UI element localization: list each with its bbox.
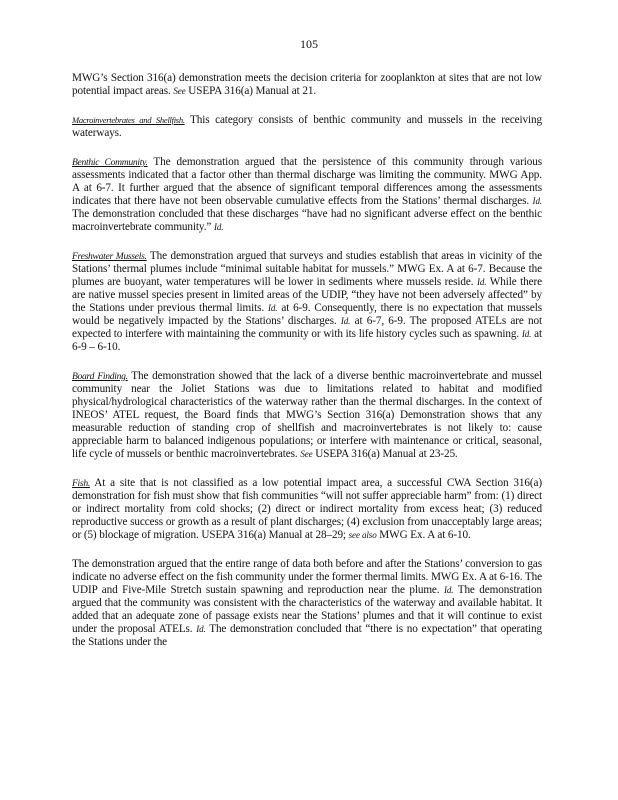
- paragraph-macroinvertebrates: Macroinvertebrates and Shellfish. This category consists of benthic community and mussels in the receiving waterways.: [72, 114, 542, 139]
- paragraph-zooplankton: MWG’s Section 316(a) demonstration meets the decision criteria for zooplankton at sites that are not low potential impact areas. See USEPA 316(a) Manual at 21.: [72, 72, 542, 97]
- section-heading-macroinvertebrates: Macroinvertebrates and Shellfish.: [72, 115, 185, 125]
- section-heading-mussels: Freshwater Mussels.: [72, 251, 147, 262]
- paragraph-board-finding: Board Finding. The demonstration showed that the lack of a diverse benthic macroinvertebrate and mussel community near the Joliet Stations was due to limitations related to habitat and modified physical/hydrological characteristics of the waterway rather than the thermal discharges. In the context of INEOS’ ATEL request, the Board finds that MWG’s Section 316(a) Demonstration shows that any measurable reduction of standing crop of shellfish and macroinvertebrates is not likely to: cause appreciable harm to balanced indigenous populations; or interfere with maintenance or critical, seasonal, life cycle of mussels or benthic macroinvertebrates. See USEPA 316(a) Manual at 23-25.: [72, 370, 542, 460]
- paragraph-fish: Fish. At a site that is not classified as a low potential impact area, a successful CWA Section 316(a) demonstration for fish must show that fish communities “will not suffer appreciable harm” from: (1) direct or indirect mortality from cold shocks; (2) direct or indirect mortality from excess heat; (3) reduced reproductive success or growth as a result of plant discharges; (4) exclusion from unacceptably large areas; or (5) blockage of migration. USEPA 316(a) Manual at 28–29; see also MWG Ex. A at 6-10.: [72, 477, 542, 541]
- citation-signal: See: [173, 86, 186, 96]
- section-heading-benthic: Benthic Community.: [72, 157, 148, 168]
- page-number: 105: [300, 37, 318, 51]
- document-body: [72, 72, 542, 649]
- paragraph-freshwater-mussels: Freshwater Mussels. The demonstration argued that surveys and studies establish that areas in vicinity of the Stations’ thermal plumes include “minimal suitable habitat for mussels.” MWG Ex. A at 6-7. Because the plumes are buoyant, water temperatures will be lower in sediments where mussels reside. Id. While there are native mussel species present in limited areas of the UDIP, “they have not been adversely affected” by the Stations under previous thermal limits. Id. at 6-9. Consequently, there is no expectation that mussels would be negatively impacted by the Stations’ discharges. Id. at 6-7, 6-9. The proposed ATELs are not expected to interfere with maintaining the community or with its life history cycles such as spawning. Id. at 6-9 – 6-10.: [72, 250, 543, 353]
- paragraph-benthic-community: Benthic Community. The demonstration argued that the persistence of this community through various assessments indicated that a factor other than thermal discharge was limiting the community. MWG App. A at 6-7. It further argued that the absence of significant temporal differences among the assessments indicates that there have not been observable cumulative effects from the Stations’ thermal discharges. Id. The demonstration concluded that these discharges “have had no significant adverse effect on the benthic macroinvertebrate community.” Id.: [72, 156, 543, 233]
- section-heading-fish: Fish.: [72, 478, 90, 489]
- paragraph-fish-demonstration: The demonstration argued that the entire range of data both before and after the Stations’ conversion to gas indicate no adverse effect on the fish community under the former thermal limits. MWG Ex. A at 6-16. The UDIP and Five-Mile Stretch sustain spawning and reproduction near the plume. Id. The demonstration argued that the community was consistent with the characteristics of the waterway and available habitat. It added that an adequate zone of passage exists near the Stations’ plumes and that it will continue to exist under the proposal ATELs. Id. The demonstration concluded that “there is no expectation” that operating the Stations under the: [72, 558, 542, 648]
- section-heading-board-finding: Board Finding.: [72, 371, 128, 382]
